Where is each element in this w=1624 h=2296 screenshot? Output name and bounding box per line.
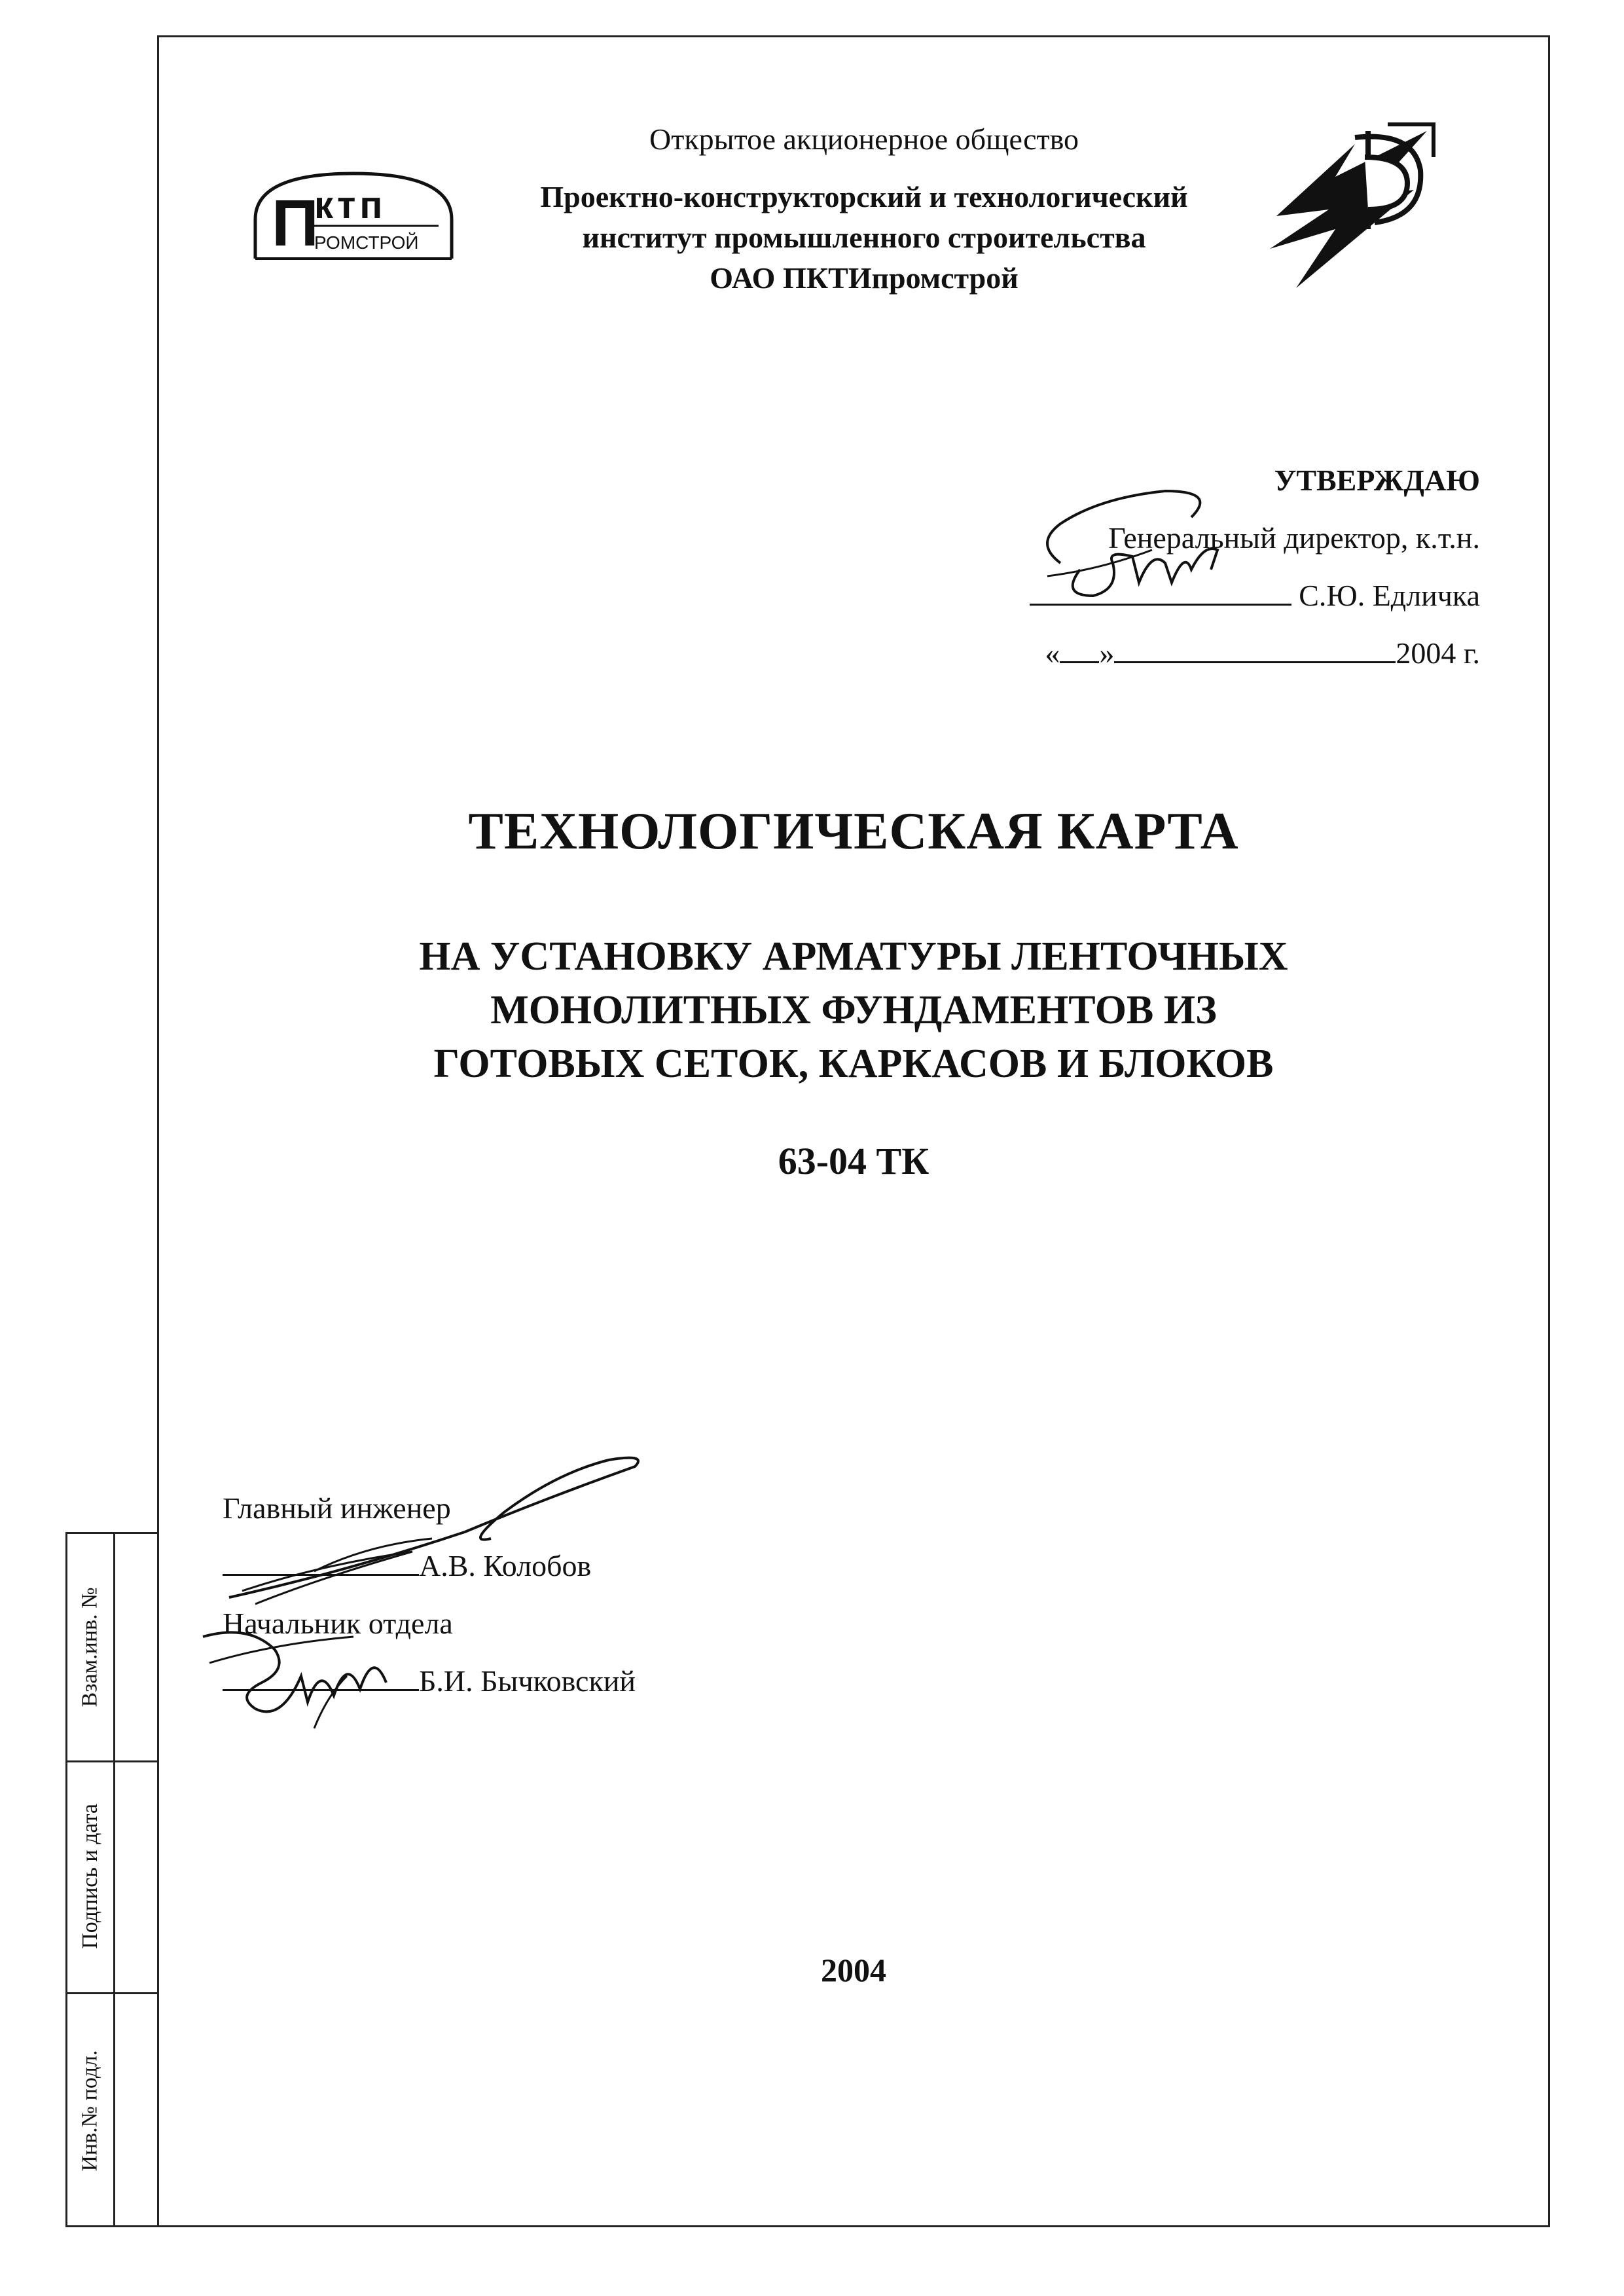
signer-role: Главный инженер xyxy=(223,1491,451,1525)
signer-line xyxy=(223,1652,636,1710)
approval-signature-line xyxy=(956,567,1480,625)
stamp-cell-signature-date xyxy=(67,1760,113,1992)
document-title: ТЕХНОЛОГИЧЕСКАЯ КАРТА xyxy=(468,803,1239,860)
approval-name: С.Ю. Едличка xyxy=(1299,579,1480,612)
approval-date-line xyxy=(956,625,1480,682)
logo-letter: П xyxy=(272,187,319,260)
stamp-label: Взам.инв. № xyxy=(78,1587,103,1707)
org-type: Открытое акционерное общество xyxy=(649,122,1079,156)
stamp-cell-replacement-inventory xyxy=(67,1534,113,1760)
date-month-blank xyxy=(1114,635,1396,663)
org-name xyxy=(419,177,1309,299)
logo-text-top: ктп xyxy=(314,184,387,227)
signer-name: А.В. Колобов xyxy=(419,1549,592,1582)
stamp-cell-original-inventory xyxy=(67,1992,113,2229)
side-stamp xyxy=(65,1532,157,2227)
signers-block xyxy=(223,1480,636,1710)
stamp-divider xyxy=(113,1534,115,2225)
signer-name: Б.И. Бычковский xyxy=(419,1664,636,1698)
subtitle-line: ГОТОВЫХ СЕТОК, КАРКАСОВ И БЛОКОВ xyxy=(433,1042,1274,1086)
subtitle-line: НА УСТАНОВКУ АРМАТУРЫ ЛЕНТОЧНЫХ xyxy=(419,934,1288,979)
org-name-line: ОАО ПКТИпромстрой xyxy=(710,261,1019,295)
signer-line xyxy=(223,1537,636,1595)
signature-blank xyxy=(1030,577,1291,606)
org-name-line: Проектно-конструкторский и технологический xyxy=(540,180,1188,213)
date-open-quote: « xyxy=(1045,636,1060,670)
page-frame xyxy=(157,35,1550,2227)
date-year: 2004 г. xyxy=(1396,636,1480,670)
document-subtitle xyxy=(157,930,1550,1091)
approval-title: УТВЕРЖДАЮ xyxy=(1274,464,1480,497)
signature-blank xyxy=(223,1663,419,1691)
stamp-label: Инв.№ подл. xyxy=(78,2050,103,2172)
subtitle-line: МОНОЛИТНЫХ ФУНДАМЕНТОВ ИЗ xyxy=(490,988,1217,1032)
stamp-label: Подпись и дата xyxy=(78,1804,102,1949)
approval-block xyxy=(956,452,1480,682)
document-code: 63-04 ТК xyxy=(778,1140,929,1182)
document-year: 2004 xyxy=(821,1952,886,1988)
signature-blank xyxy=(223,1548,419,1576)
approval-position: Генеральный директор, к.т.н. xyxy=(1108,521,1480,555)
logo-text-bottom: РОМСТРОЙ xyxy=(314,232,419,253)
date-day-blank xyxy=(1060,635,1099,663)
signer-role: Начальник отдела xyxy=(223,1607,453,1640)
date-close-quote: » xyxy=(1099,636,1115,670)
org-name-line: институт промышленного строительства xyxy=(582,221,1146,254)
